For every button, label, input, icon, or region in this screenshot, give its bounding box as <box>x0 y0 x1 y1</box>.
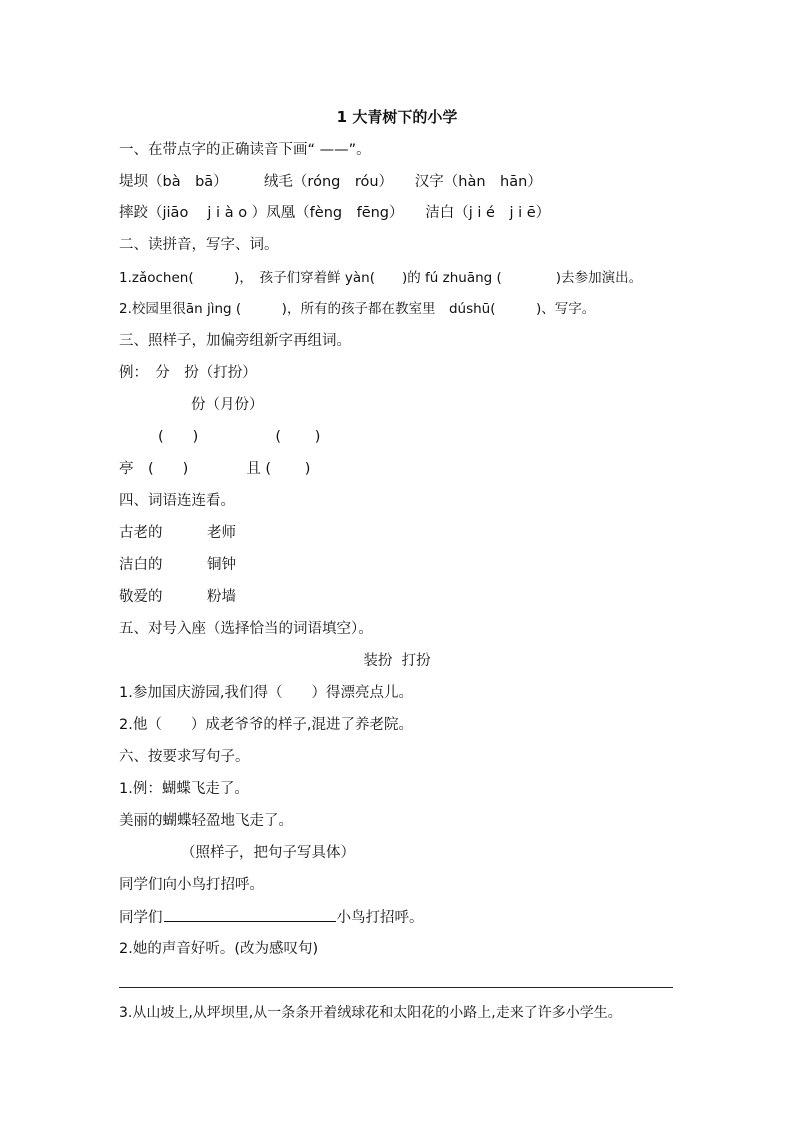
section-2-heading: 二、读拼音，写字、词。 <box>119 237 279 253</box>
section-5-heading: 五、对号入座（选择恰当的词语填空）。 <box>119 621 373 637</box>
section-3-example-2: 份（月份） <box>191 397 264 413</box>
section-6-example: 1.例：蝴蝶飞走了。 <box>119 781 249 797</box>
match-left-3: 敬爱的 <box>119 589 163 605</box>
fill-end: 小鸟打招呼。 <box>336 910 424 926</box>
section-3-blanks-1: ( ) ( ) <box>158 429 321 445</box>
section-1-row-1: 堤坝（bà bā） 绒毛（róng róu） 汉字（hàn hān） <box>119 174 542 190</box>
section-1-row-2: 摔跤（jiāo j i à o ）凤凰（fèng fēng） 洁白（j i é j i ē） <box>119 205 551 221</box>
section-1-heading: 一、在带点字的正确读音下画“ ——”。 <box>119 142 371 158</box>
section-3-row-2: 亭 ( ) 且 ( ) <box>119 461 311 477</box>
section-2-question-1: 1.zǎochen( )， 孩子们穿着鲜 yàn( )的 fú zhuāng ( )去参加演出。 <box>119 270 643 286</box>
fill-start: 同学们 <box>119 910 163 926</box>
section-6-instruction: （照样子，把句子写具体） <box>181 845 355 861</box>
section-3-example-1: 例： 分 扮（打扮） <box>119 365 257 381</box>
word-options: 装扮 打扮 <box>363 653 431 669</box>
section-2-question-2: 2.校园里很ān jìng ( )，所有的孩子都在教室里 dúshū( )、写字。 <box>119 301 596 317</box>
section-4-heading: 四、词语连连看。 <box>119 493 235 509</box>
section-6-question-3: 3.从山坡上,从坪坝里,从一条条开着绒球花和太阳花的小路上,走来了许多小学生。 <box>119 1005 622 1021</box>
match-right-1: 老师 <box>207 525 236 541</box>
section-6-heading: 六、按要求写句子。 <box>119 749 250 765</box>
section-6-example-answer: 美丽的蝴蝶轻盈地飞走了。 <box>119 813 293 829</box>
section-6-question-2: 2.她的声音好听。(改为感叹句) <box>119 941 319 957</box>
section-6-fill-line <box>119 907 424 928</box>
section-3-heading: 三、照样子，加偏旁组新字再组词。 <box>119 333 351 349</box>
page-title: 1 大青树下的小学 <box>336 108 458 126</box>
match-right-2: 铜钟 <box>207 557 236 573</box>
answer-blank[interactable] <box>164 907 336 922</box>
section-6-sentence: 同学们向小鸟打招呼。 <box>119 877 264 893</box>
answer-line[interactable] <box>119 987 673 988</box>
section-5-question-2: 2.他（ ）成老爷爷的样子,混进了养老院。 <box>119 717 413 733</box>
match-left-1: 古老的 <box>119 525 163 541</box>
match-left-2: 洁白的 <box>119 557 163 573</box>
section-5-question-1: 1.参加国庆游园,我们得（ ）得漂亮点儿。 <box>119 685 413 701</box>
match-right-3: 粉墙 <box>207 589 236 605</box>
